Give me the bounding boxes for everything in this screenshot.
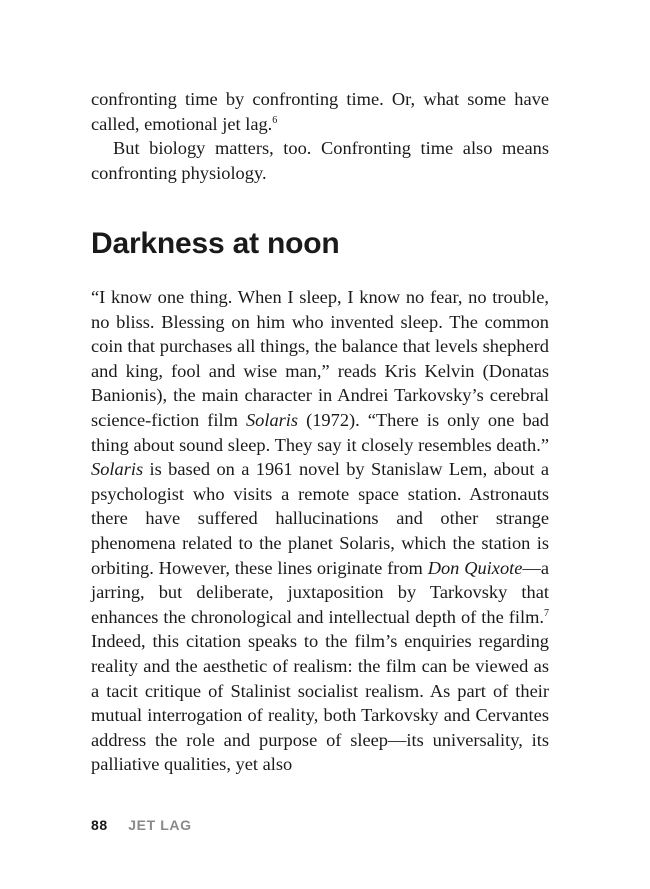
paragraph-text: is based on a 1961 novel by Stanislaw Lem, about a psychologist who visits a remote space station. Astronauts there have suffered hallucinations and other strange phenomena related to the planet Solaris, which the station is orbiting. However, these lines originate from [91, 459, 549, 578]
page-footer [91, 817, 192, 833]
running-head: JET LAG [128, 817, 192, 833]
page-body [91, 87, 549, 775]
footnote-marker: 6 [272, 114, 278, 126]
page-number: 88 [91, 817, 108, 833]
film-title: Solaris [91, 459, 144, 480]
book-title: Don Quixote [427, 557, 523, 578]
film-title: Solaris [245, 409, 299, 430]
paragraph-continued [91, 87, 549, 136]
paragraph-text: —a jarring, but deliberate, juxtaposition by Tarkovsky that enhances the chronological and intellectual depth of the film. [91, 557, 549, 627]
paragraph: But biology matters, too. Confronting time also means confronting physiology. [91, 138, 549, 183]
paragraph-text: Indeed, this citation speaks to the film’s enquiries regarding reality and the aesthetic of realism: the film can be viewed as a tacit critique of Stalinist socialist realism. As part of their mutual interrogation of reality, both Tarkovsky and Cervantes address the role and purpose of sleep—its universality, its palliative qualities, yet also [91, 631, 549, 775]
section-body [91, 285, 549, 777]
paragraph-text: (1972). “There is only one bad thing about sound sleep. They say it closely resembles death.” [91, 409, 549, 455]
paragraph-text: confronting time by confronting time. Or, what some have called, emotional jet lag. [91, 89, 549, 134]
paragraph-text: “I know one thing. When I sleep, I know no fear, no trouble, no bliss. Blessing on him who invented sleep. The common coin that purchases all things, the balance that levels shepherd and king, fool and wise man,” reads Kris Kelvin (Donatas Banionis), the main character in Andrei Tarkovsky’s cerebral science-fiction film [91, 287, 549, 430]
footnote-marker: 7 [544, 607, 549, 619]
paragraph [91, 285, 549, 777]
section-heading: Darkness at noon [91, 227, 340, 260]
